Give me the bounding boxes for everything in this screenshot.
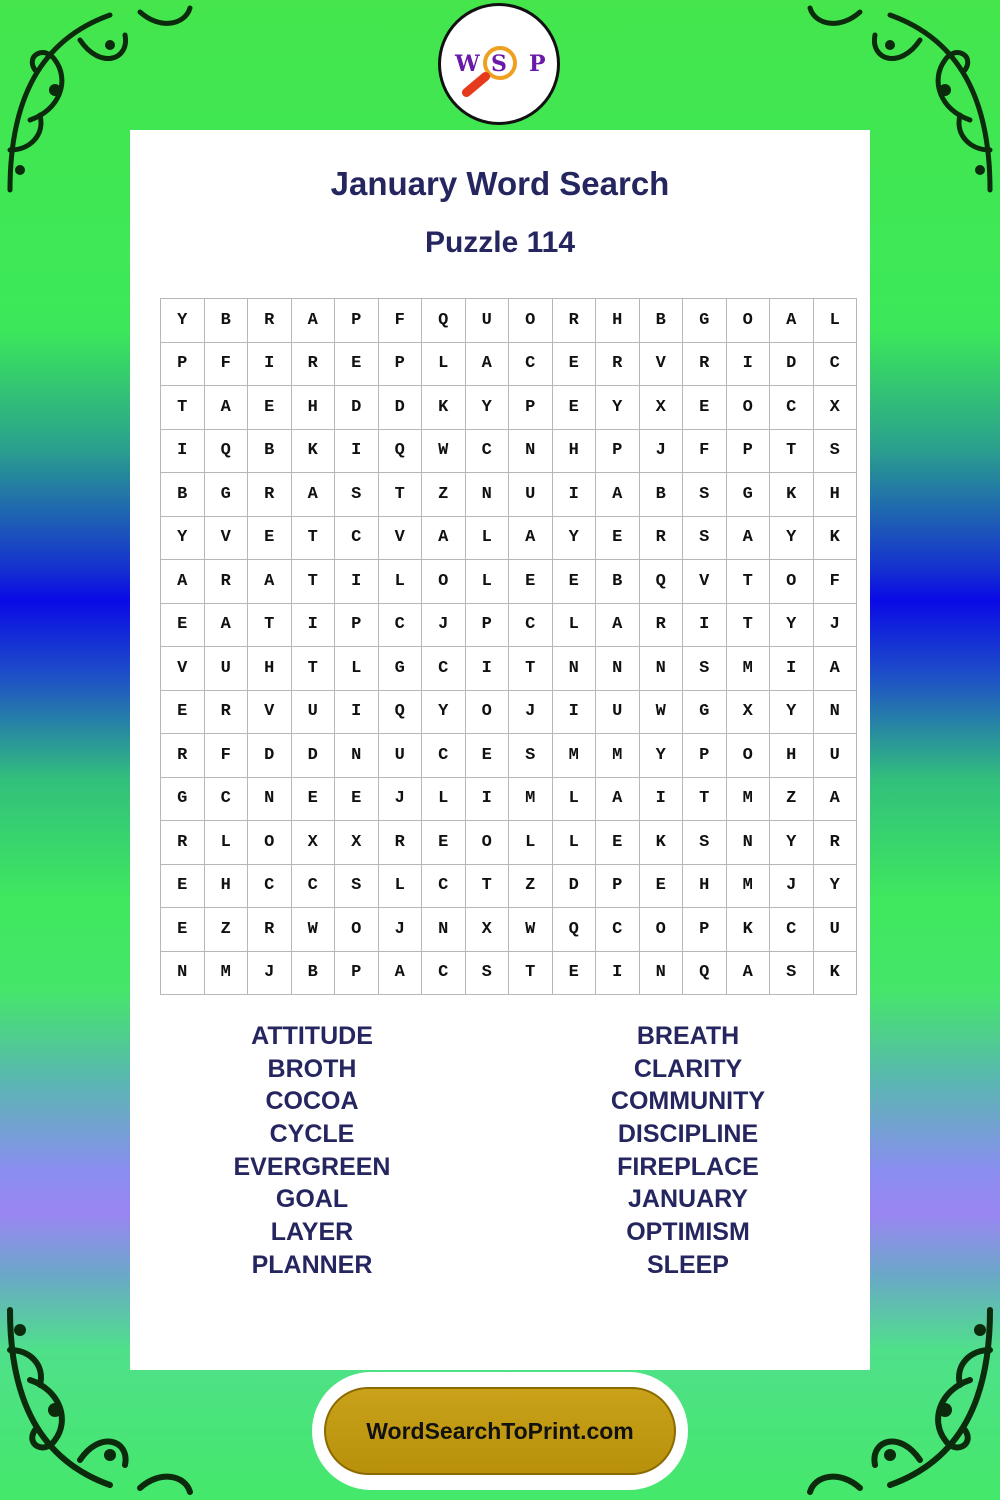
grid-cell[interactable]: P (683, 908, 727, 952)
grid-cell[interactable]: I (335, 560, 379, 604)
grid-cell[interactable]: D (552, 864, 596, 908)
grid-cell[interactable]: M (726, 647, 770, 691)
grid-cell[interactable]: P (335, 603, 379, 647)
grid-cell[interactable]: T (465, 864, 509, 908)
grid-cell[interactable]: C (813, 342, 857, 386)
grid-cell[interactable]: X (639, 386, 683, 430)
grid-cell[interactable]: A (422, 516, 466, 560)
grid-cell[interactable]: F (204, 734, 248, 778)
word-item: PLANNER (251, 1250, 373, 1279)
grid-cell[interactable]: I (161, 429, 205, 473)
grid-cell[interactable]: X (291, 821, 335, 865)
grid-cell[interactable]: I (291, 603, 335, 647)
grid-cell[interactable]: E (161, 864, 205, 908)
grid-cell[interactable]: V (683, 560, 727, 604)
grid-cell[interactable]: L (552, 821, 596, 865)
grid-cell[interactable]: N (335, 734, 379, 778)
grid-cell[interactable]: M (596, 734, 640, 778)
grid-cell[interactable]: J (248, 951, 292, 995)
grid-cell[interactable]: C (770, 908, 814, 952)
grid-cell[interactable]: Z (422, 473, 466, 517)
grid-cell[interactable]: B (639, 473, 683, 517)
grid-cell[interactable]: R (378, 821, 422, 865)
grid-cell[interactable]: R (291, 342, 335, 386)
grid-cell[interactable]: X (465, 908, 509, 952)
grid-cell[interactable]: I (726, 342, 770, 386)
grid-cell[interactable]: T (248, 603, 292, 647)
grid-cell[interactable]: C (509, 342, 553, 386)
grid-row (161, 473, 857, 517)
grid-row (161, 299, 857, 343)
grid-cell[interactable]: J (378, 777, 422, 821)
grid-row (161, 951, 857, 995)
grid-cell[interactable]: C (422, 647, 466, 691)
grid-cell[interactable]: B (248, 429, 292, 473)
grid-cell[interactable]: D (770, 342, 814, 386)
grid-cell[interactable]: P (465, 603, 509, 647)
grid-cell[interactable]: F (683, 429, 727, 473)
grid-cell[interactable]: L (509, 821, 553, 865)
grid-cell[interactable]: K (291, 429, 335, 473)
grid-cell[interactable]: E (552, 342, 596, 386)
grid-cell[interactable]: I (335, 690, 379, 734)
grid-cell[interactable]: E (596, 821, 640, 865)
word-list-left (162, 1018, 462, 1280)
grid-cell[interactable]: A (465, 342, 509, 386)
grid-cell[interactable]: L (552, 777, 596, 821)
grid-cell[interactable]: E (161, 690, 205, 734)
grid-cell[interactable]: U (204, 647, 248, 691)
word-item: OPTIMISM (626, 1218, 750, 1247)
website-button[interactable] (324, 1387, 676, 1475)
word-item: DISCIPLINE (617, 1120, 759, 1149)
grid-cell[interactable]: E (248, 386, 292, 430)
grid-cell[interactable]: K (639, 821, 683, 865)
grid-cell[interactable]: B (596, 560, 640, 604)
grid-row (161, 516, 857, 560)
grid-cell[interactable]: T (683, 777, 727, 821)
grid-cell[interactable]: U (596, 690, 640, 734)
wsp-logo (438, 3, 560, 125)
grid-cell[interactable]: R (683, 342, 727, 386)
grid-cell[interactable]: E (422, 821, 466, 865)
grid-cell[interactable]: O (639, 908, 683, 952)
grid-cell[interactable]: Z (509, 864, 553, 908)
grid-cell[interactable]: N (813, 690, 857, 734)
grid-cell[interactable]: A (726, 516, 770, 560)
grid-cell[interactable]: L (552, 603, 596, 647)
grid-cell[interactable]: R (248, 908, 292, 952)
word-item: CYCLE (269, 1120, 355, 1149)
grid-cell[interactable]: Y (770, 603, 814, 647)
grid-cell[interactable]: D (378, 386, 422, 430)
grid-cell[interactable]: O (248, 821, 292, 865)
grid-cell[interactable]: E (248, 516, 292, 560)
puzzle-number: Puzzle 114 (424, 226, 576, 259)
word-item: JANUARY (628, 1185, 748, 1214)
grid-cell[interactable]: Y (552, 516, 596, 560)
grid-cell[interactable]: J (378, 908, 422, 952)
grid-cell[interactable]: M (204, 951, 248, 995)
grid-cell[interactable]: L (378, 864, 422, 908)
grid-cell[interactable]: H (596, 299, 640, 343)
grid-cell[interactable]: Y (770, 821, 814, 865)
grid-cell[interactable]: T (291, 560, 335, 604)
grid-cell[interactable]: U (378, 734, 422, 778)
grid-row (161, 429, 857, 473)
grid-cell[interactable]: R (639, 603, 683, 647)
grid-cell[interactable]: O (726, 386, 770, 430)
grid-cell[interactable]: K (770, 473, 814, 517)
grid-cell[interactable]: Z (204, 908, 248, 952)
grid-cell[interactable]: R (161, 734, 205, 778)
grid-cell[interactable]: C (248, 864, 292, 908)
grid-cell[interactable]: H (552, 429, 596, 473)
grid-cell[interactable]: X (813, 386, 857, 430)
grid-cell[interactable]: E (335, 342, 379, 386)
grid-row (161, 864, 857, 908)
grid-cell[interactable]: Q (378, 690, 422, 734)
grid-cell[interactable]: Z (770, 777, 814, 821)
grid-row (161, 342, 857, 386)
grid-cell[interactable]: Y (770, 516, 814, 560)
grid-cell[interactable]: E (552, 560, 596, 604)
grid-cell[interactable]: S (683, 516, 727, 560)
grid-cell[interactable]: P (596, 864, 640, 908)
grid-cell[interactable]: A (291, 473, 335, 517)
grid-cell[interactable]: T (291, 647, 335, 691)
grid-cell[interactable]: P (726, 429, 770, 473)
grid-cell[interactable]: H (204, 864, 248, 908)
grid-cell[interactable]: I (248, 342, 292, 386)
grid-cell[interactable]: Q (422, 299, 466, 343)
word-item: SLEEP (647, 1250, 729, 1279)
grid-cell[interactable]: L (204, 821, 248, 865)
grid-cell[interactable]: E (161, 908, 205, 952)
word-item: LAYER (270, 1218, 354, 1247)
grid-cell[interactable]: N (596, 647, 640, 691)
grid-cell[interactable]: J (639, 429, 683, 473)
grid-cell[interactable]: C (204, 777, 248, 821)
grid-cell[interactable]: R (248, 299, 292, 343)
grid-cell[interactable]: C (770, 386, 814, 430)
grid-cell[interactable]: S (335, 473, 379, 517)
grid-cell[interactable]: I (552, 473, 596, 517)
logo-letter-s: S (491, 51, 507, 77)
grid-row (161, 734, 857, 778)
grid-cell[interactable]: Y (770, 690, 814, 734)
grid-cell[interactable]: A (770, 299, 814, 343)
grid-cell[interactable]: G (378, 647, 422, 691)
grid-cell[interactable]: C (422, 734, 466, 778)
grid-cell[interactable]: E (639, 864, 683, 908)
grid-cell[interactable]: C (378, 603, 422, 647)
grid-cell[interactable]: T (726, 603, 770, 647)
grid-cell[interactable]: P (335, 299, 379, 343)
grid-cell[interactable]: Y (465, 386, 509, 430)
grid-cell[interactable]: M (509, 777, 553, 821)
grid-cell[interactable]: T (770, 429, 814, 473)
grid-cell[interactable]: S (683, 473, 727, 517)
grid-cell[interactable]: C (291, 864, 335, 908)
logo-letter-p: P (529, 51, 546, 77)
grid-cell[interactable]: I (552, 690, 596, 734)
grid-cell[interactable]: V (204, 516, 248, 560)
grid-cell[interactable]: N (639, 951, 683, 995)
grid-cell[interactable]: H (291, 386, 335, 430)
grid-cell[interactable]: H (683, 864, 727, 908)
word-item: BREATH (636, 1022, 740, 1050)
grid-cell[interactable]: N (726, 821, 770, 865)
grid-cell[interactable]: S (770, 951, 814, 995)
grid-cell[interactable]: U (813, 734, 857, 778)
word-list-right (538, 1018, 838, 1280)
grid-cell[interactable]: G (683, 690, 727, 734)
grid-cell[interactable]: O (335, 908, 379, 952)
grid-cell[interactable]: B (204, 299, 248, 343)
grid-cell[interactable]: Y (813, 864, 857, 908)
grid-cell[interactable]: J (509, 690, 553, 734)
grid-cell[interactable]: F (378, 299, 422, 343)
grid-cell[interactable]: K (422, 386, 466, 430)
grid-cell[interactable]: B (639, 299, 683, 343)
grid-cell[interactable]: C (335, 516, 379, 560)
grid-cell[interactable]: A (378, 951, 422, 995)
grid-cell[interactable]: L (335, 647, 379, 691)
grid-cell[interactable]: E (509, 560, 553, 604)
letter-grid (160, 298, 857, 995)
grid-cell[interactable]: K (813, 516, 857, 560)
grid-cell[interactable]: R (204, 690, 248, 734)
grid-cell[interactable]: J (770, 864, 814, 908)
grid-cell[interactable]: L (465, 560, 509, 604)
grid-cell[interactable]: I (639, 777, 683, 821)
grid-cell[interactable]: W (639, 690, 683, 734)
grid-cell[interactable]: B (291, 951, 335, 995)
grid-cell[interactable]: C (509, 603, 553, 647)
grid-cell[interactable]: U (509, 473, 553, 517)
grid-cell[interactable]: T (291, 516, 335, 560)
grid-cell[interactable]: B (161, 473, 205, 517)
grid-cell[interactable]: T (378, 473, 422, 517)
grid-cell[interactable]: N (509, 429, 553, 473)
grid-cell[interactable]: O (465, 821, 509, 865)
grid-cell[interactable]: I (683, 603, 727, 647)
grid-cell[interactable]: C (465, 429, 509, 473)
grid-cell[interactable]: P (509, 386, 553, 430)
grid-cell[interactable]: N (552, 647, 596, 691)
grid-cell[interactable]: L (422, 777, 466, 821)
grid-cell[interactable]: O (770, 560, 814, 604)
grid-cell[interactable]: H (248, 647, 292, 691)
grid-cell[interactable]: Q (552, 908, 596, 952)
grid-cell[interactable]: Y (422, 690, 466, 734)
grid-cell[interactable]: U (813, 908, 857, 952)
grid-cell[interactable]: A (813, 647, 857, 691)
grid-cell[interactable]: P (378, 342, 422, 386)
grid-cell[interactable]: A (204, 603, 248, 647)
grid-cell[interactable]: C (596, 908, 640, 952)
grid-cell[interactable]: S (683, 821, 727, 865)
grid-cell[interactable]: A (596, 603, 640, 647)
grid-cell[interactable]: P (596, 429, 640, 473)
grid-cell[interactable]: N (248, 777, 292, 821)
grid-row (161, 386, 857, 430)
grid-cell[interactable]: A (509, 516, 553, 560)
grid-cell[interactable]: E (683, 386, 727, 430)
grid-cell[interactable]: W (509, 908, 553, 952)
grid-cell[interactable]: V (161, 647, 205, 691)
grid-cell[interactable]: I (335, 429, 379, 473)
grid-row (161, 690, 857, 734)
grid-cell[interactable]: S (509, 734, 553, 778)
word-item: COCOA (265, 1087, 359, 1116)
grid-cell[interactable]: O (726, 734, 770, 778)
grid-cell[interactable]: W (291, 908, 335, 952)
grid-cell[interactable]: X (335, 821, 379, 865)
grid-cell[interactable]: R (248, 473, 292, 517)
grid-row (161, 777, 857, 821)
word-item: COMMUNITY (610, 1087, 766, 1116)
grid-cell[interactable]: U (291, 690, 335, 734)
grid-cell[interactable]: A (161, 560, 205, 604)
grid-cell[interactable]: O (465, 690, 509, 734)
logo-letter-w: W (455, 51, 480, 77)
grid-cell[interactable]: W (422, 429, 466, 473)
grid-cell[interactable]: D (291, 734, 335, 778)
grid-cell[interactable]: G (161, 777, 205, 821)
grid-cell[interactable]: K (726, 908, 770, 952)
grid-cell[interactable]: D (335, 386, 379, 430)
grid-cell[interactable]: T (726, 560, 770, 604)
word-item: CLARITY (633, 1054, 743, 1083)
grid-cell[interactable]: Y (596, 386, 640, 430)
grid-cell[interactable]: T (509, 647, 553, 691)
grid-cell[interactable]: V (248, 690, 292, 734)
grid-cell[interactable]: I (770, 647, 814, 691)
grid-cell[interactable]: L (465, 516, 509, 560)
grid-cell[interactable]: C (422, 864, 466, 908)
grid-cell[interactable]: A (596, 777, 640, 821)
grid-cell[interactable]: M (552, 734, 596, 778)
grid-cell[interactable]: Q (378, 429, 422, 473)
grid-cell[interactable]: H (770, 734, 814, 778)
grid-cell[interactable]: E (465, 734, 509, 778)
grid-cell[interactable]: F (204, 342, 248, 386)
grid-cell[interactable]: P (683, 734, 727, 778)
grid-cell[interactable]: E (335, 777, 379, 821)
grid-cell[interactable]: K (813, 951, 857, 995)
grid-cell[interactable]: U (465, 299, 509, 343)
grid-cell[interactable]: C (422, 951, 466, 995)
grid-cell[interactable]: A (204, 386, 248, 430)
grid-row (161, 908, 857, 952)
grid-cell[interactable]: H (813, 473, 857, 517)
word-item: BROTH (267, 1054, 357, 1083)
grid-cell[interactable]: R (552, 299, 596, 343)
grid-cell[interactable]: Y (161, 299, 205, 343)
website-label: WordSearchToPrint.com (366, 1417, 634, 1444)
grid-cell[interactable]: L (422, 342, 466, 386)
grid-cell[interactable]: E (161, 603, 205, 647)
grid-cell[interactable]: S (683, 647, 727, 691)
grid-cell[interactable]: Q (639, 560, 683, 604)
grid-cell[interactable]: Q (683, 951, 727, 995)
grid-cell[interactable]: J (422, 603, 466, 647)
page-title: January Word Search (330, 165, 670, 202)
grid-cell[interactable]: I (465, 777, 509, 821)
grid-cell[interactable]: Y (639, 734, 683, 778)
grid-cell[interactable]: N (639, 647, 683, 691)
word-item: FIREPLACE (617, 1152, 759, 1181)
grid-cell[interactable]: O (509, 299, 553, 343)
grid-cell[interactable]: I (596, 951, 640, 995)
grid-cell[interactable]: F (813, 560, 857, 604)
grid-cell[interactable]: L (378, 560, 422, 604)
grid-cell[interactable]: V (378, 516, 422, 560)
grid-cell[interactable]: T (509, 951, 553, 995)
grid-cell[interactable]: G (726, 473, 770, 517)
grid-cell[interactable]: R (204, 560, 248, 604)
grid-cell[interactable]: R (596, 342, 640, 386)
grid-cell[interactable]: N (465, 473, 509, 517)
grid-cell[interactable]: A (248, 560, 292, 604)
grid-cell[interactable]: Y (161, 516, 205, 560)
grid-cell[interactable]: G (204, 473, 248, 517)
word-item: GOAL (275, 1185, 349, 1214)
word-item: EVERGREEN (233, 1152, 391, 1181)
grid-cell[interactable]: P (335, 951, 379, 995)
grid-cell[interactable]: A (726, 951, 770, 995)
grid-cell[interactable]: O (422, 560, 466, 604)
grid-cell[interactable]: R (639, 516, 683, 560)
grid-cell[interactable]: X (726, 690, 770, 734)
grid-cell[interactable]: S (813, 429, 857, 473)
grid-cell[interactable]: M (726, 777, 770, 821)
grid-row (161, 647, 857, 691)
grid-cell[interactable]: A (596, 473, 640, 517)
grid-cell[interactable]: A (291, 299, 335, 343)
grid-cell[interactable]: S (465, 951, 509, 995)
grid-cell[interactable]: T (161, 386, 205, 430)
grid-cell[interactable]: Q (204, 429, 248, 473)
grid-cell[interactable]: D (248, 734, 292, 778)
grid-cell[interactable]: S (335, 864, 379, 908)
grid-cell[interactable]: I (465, 647, 509, 691)
grid-row (161, 821, 857, 865)
grid-row (161, 560, 857, 604)
grid-cell[interactable]: J (813, 603, 857, 647)
grid-row (161, 603, 857, 647)
grid-cell[interactable]: A (813, 777, 857, 821)
grid-cell[interactable]: O (726, 299, 770, 343)
grid-cell[interactable]: E (596, 516, 640, 560)
grid-cell[interactable]: V (639, 342, 683, 386)
grid-cell[interactable]: L (813, 299, 857, 343)
word-item: ATTITUDE (251, 1022, 373, 1050)
grid-cell[interactable]: P (161, 342, 205, 386)
grid-cell[interactable]: N (422, 908, 466, 952)
grid-cell[interactable]: E (552, 951, 596, 995)
grid-cell[interactable]: N (161, 951, 205, 995)
grid-cell[interactable]: E (552, 386, 596, 430)
grid-cell[interactable]: R (813, 821, 857, 865)
grid-cell[interactable]: E (291, 777, 335, 821)
grid-cell[interactable]: R (161, 821, 205, 865)
grid-cell[interactable]: M (726, 864, 770, 908)
grid-cell[interactable]: G (683, 299, 727, 343)
